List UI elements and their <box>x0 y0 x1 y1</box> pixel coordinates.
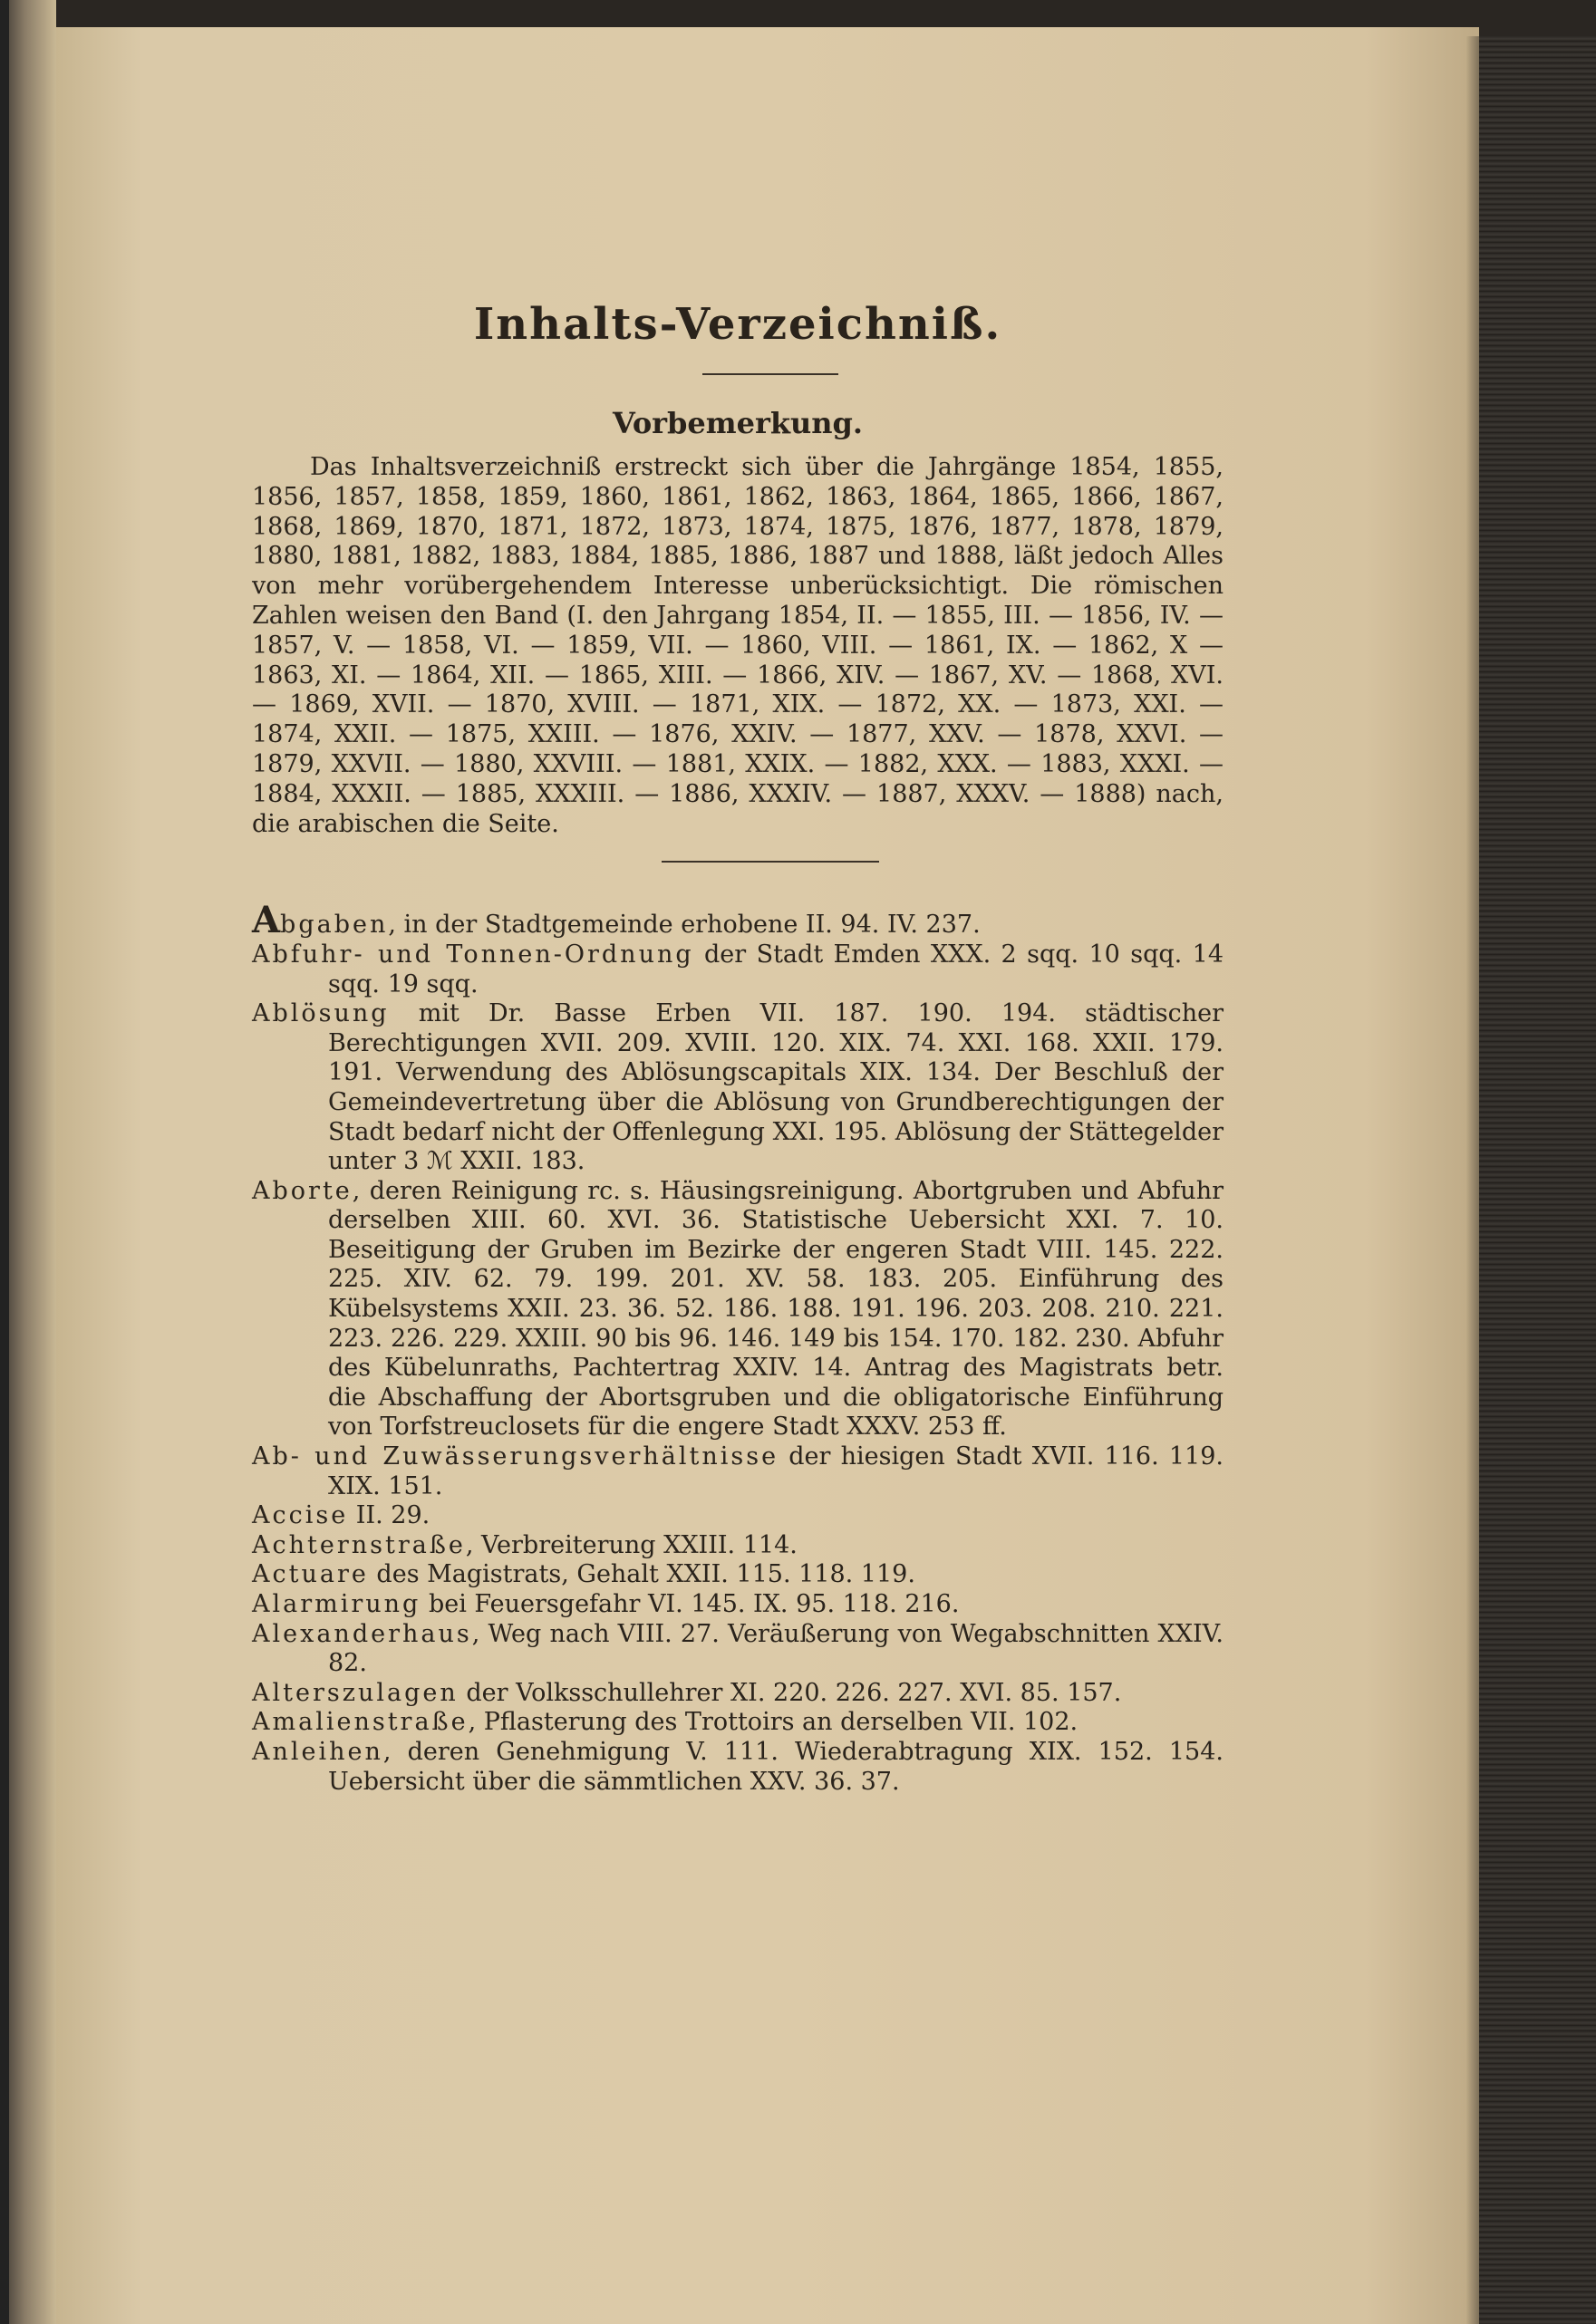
index-entry <box>252 1531 1224 1561</box>
index-entry <box>252 1560 1224 1590</box>
entry-text: des Magistrats, Gehalt XXII. 115. 118. 119. <box>368 1560 915 1589</box>
title-divider <box>702 373 838 375</box>
entry-text: mit Dr. Basse Erben VII. 187. 190. 194. städtischer Berechtigungen XVII. 209. XVIII. 120. XIX. 74. XXI. 168. XXII. 179. 191. Verwendung des Ablösungscapitals XIX. 134. Der Beschluß der Gemeindevertretung über die Ablösung von Grundberechtigungen der Stadt bedarf nicht der Offenlegung XXI. 195. Ablösung der Stättegelder unter 3 ℳ XXII. 183. <box>328 999 1224 1176</box>
entry-keyword: Accise <box>252 1501 349 1530</box>
index-entry <box>252 940 1224 999</box>
entry-text: der Stadt Emden XXX. 2 sqq. 10 sqq. 14 sqq. 19 sqq. <box>328 940 1224 998</box>
entry-keyword: Aborte <box>252 1176 353 1205</box>
section-divider <box>662 861 879 863</box>
preface-paragraph: Das Inhaltsverzeichniß erstreckt sich über die Jahrgänge 1854, 1855, 1856, 1857, 1858, 1859, 1860, 1861, 1862, 1863, 1864, 1865, 1866, 1867, 1868, 1869, 1870, 1871, 1872, 1873, 1874, 1875, 1876, 1877, 1878, 1879, 1880, 1881, 1882, 1883, 1884, 1885, 1886, 1887 und 1888, läßt jedoch Alles von mehr vorübergehendem Interesse unberücksichtigt. Die römischen Zahlen weisen den Band (I. den Jahrgang 1854, II. — 1855, III. — 1856, IV. — 1857, V. — 1858, VI. — 1859, VII. — 1860, VIII. — 1861, IX. — 1862, X — 1863, XI. — 1864, XII. — 1865, XIII. — 1866, XIV. — 1867, XV. — 1868, XVI. — 1869, XVII. — 1870, XVIII. — 1871, XIX. — 1872, XX. — 1873, XXI. — 1874, XXII. — 1875, XXIII. — 1876, XXIV. — 1877, XXV. — 1878, XXVI. — 1879, XXVII. — 1880, XXVIII. — 1881, XXIX. — 1882, XXX. — 1883, XXXI. — 1884, XXXII. — 1885, XXXIII. — 1886, XXXIV. — 1887, XXXV. — 1888) nach, die arabischen die Seite. <box>252 453 1224 838</box>
entry-keyword: Ab- und Zuwässerungsverhältnisse <box>252 1442 779 1471</box>
entry-text: der Volksschullehrer XI. 220. 226. 227. XVI. 85. 157. <box>458 1678 1122 1707</box>
binding-strip <box>0 0 9 2324</box>
index-entry <box>252 999 1224 1177</box>
index-entry <box>252 1501 1224 1531</box>
entry-text: II. 29. <box>348 1501 430 1530</box>
book-cover-edge <box>1479 36 1596 2324</box>
entry-keyword: Alterszulagen <box>252 1678 459 1707</box>
entry-keyword: Alexanderhaus <box>252 1619 472 1648</box>
index-entry <box>252 899 1224 942</box>
entry-keyword: Actuare <box>252 1560 369 1589</box>
entry-keyword: Achternstraße <box>252 1530 466 1559</box>
entry-text: , Verbreiterung XXIII. 114. <box>465 1530 798 1559</box>
initial-letter: A <box>252 899 281 942</box>
entry-text: bei Feuersgefahr VI. 145. IX. 95. 118. 216. <box>421 1590 960 1619</box>
entry-text: , deren Reinigung rc. s. Häusingsreinigung. Abortgruben und Abfuhr derselben XIII. 60. XVI. 36. Statistische Uebersicht XXI. 7. 10. Beseitigung der Gruben im Bezirke der engeren Stadt VIII. 145. 222. 225. XIV. 62. 79. 199. 201. XV. 58. 183. 205. Einführung des Kübelsystems XXII. 23. 36. 52. 186. 188. 191. 196. 203. 208. 210. 221. 223. 226. 229. XXIII. 90 bis 96. 146. 149 bis 154. 170. 182. 230. Abfuhr des Kübelunraths, Pachtertrag XXIV. 14. Antrag des Magistrats betr. die Abschaffung der Abortsgruben und die obligatorische Einführung von Torfstreuclosets für die engere Stadt XXXV. 253 ff. <box>328 1176 1224 1442</box>
entry-text: , deren Genehmigung V. 111. Wiederabtragung XIX. 152. 154. Uebersicht über die sämmtlichen XXV. 36. 37. <box>328 1737 1224 1796</box>
entry-keyword: Ablösung <box>252 999 390 1028</box>
index-entries <box>252 899 1224 1797</box>
left-page-edge <box>0 0 56 2324</box>
index-entry <box>252 1708 1224 1738</box>
entry-keyword: Anleihen <box>252 1737 383 1766</box>
entry-text: der hiesigen Stadt XVII. 116. 119. XIX. 151. <box>328 1442 1224 1500</box>
index-entry <box>252 1590 1224 1620</box>
index-entry <box>252 1620 1224 1679</box>
index-entry <box>252 1177 1224 1442</box>
entry-text: , Pflasterung des Trottoirs an derselben VII. 102. <box>468 1708 1079 1737</box>
entry-text: , in der Stadtgemeinde erhobene II. 94. IV. 237. <box>388 911 981 940</box>
index-entry <box>252 1679 1224 1709</box>
entry-keyword: Abfuhr- und Tonnen-Ordnung <box>252 940 694 969</box>
section-heading: Vorbemerkung. <box>612 406 864 440</box>
entry-text: , Weg nach VIII. 27. Veräußerung von Wegabschnitten XXIV. 82. <box>328 1619 1224 1678</box>
index-entry <box>252 1738 1224 1797</box>
entry-keyword: Amalienstraße <box>252 1708 469 1737</box>
page-content <box>190 299 1224 1797</box>
page-title: Inhalts-Verzeichniß. <box>473 299 1002 350</box>
index-entry <box>252 1442 1224 1501</box>
entry-keyword: bgaben <box>280 911 389 940</box>
entry-keyword: Alarmirung <box>252 1590 421 1619</box>
